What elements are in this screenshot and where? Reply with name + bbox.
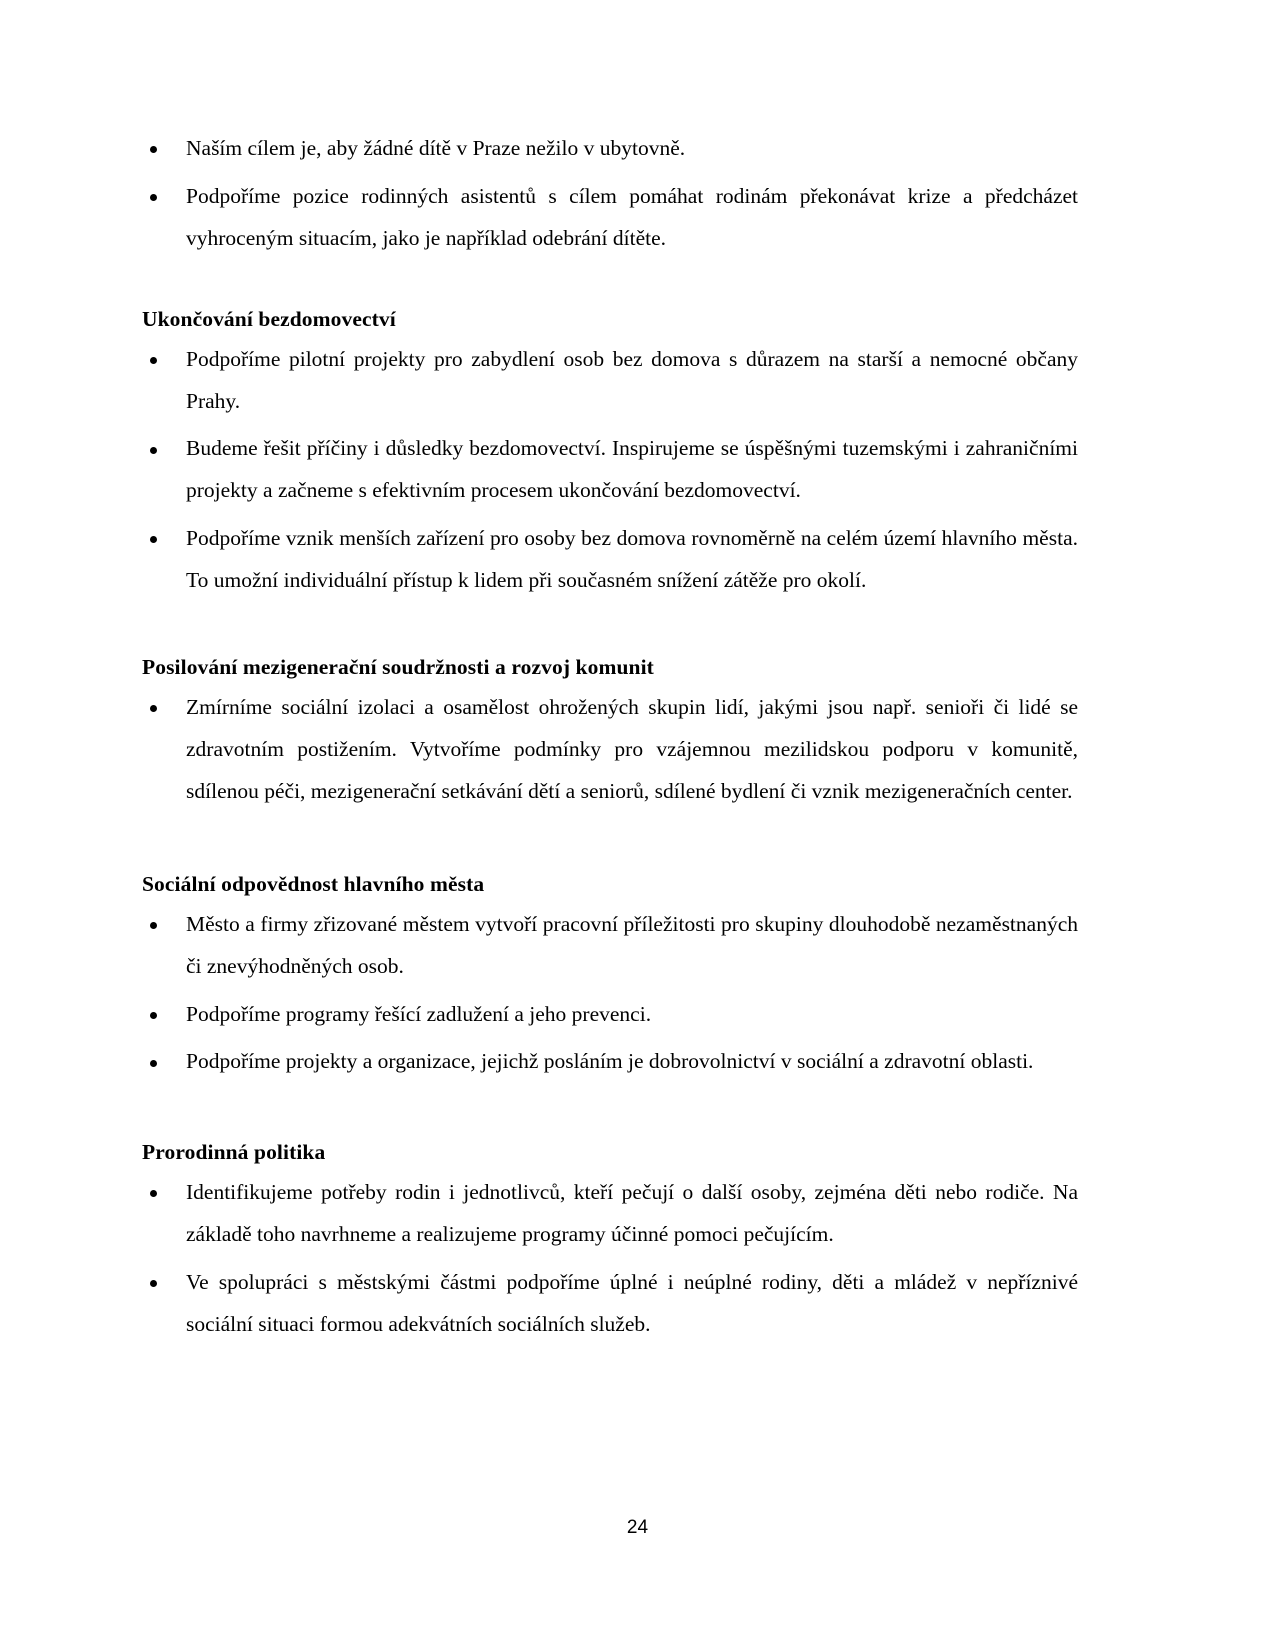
list-item-text: Podpoříme pozice rodinných asistentů s cílem pomáhat rodinám překonávat krize a předcházet vyhroceným situacím, jako je například odebrání dítěte.: [186, 183, 1078, 250]
section-heading: Ukončování bezdomovectví: [142, 306, 396, 331]
bullet-icon: [150, 1190, 157, 1197]
bullet-icon: [150, 194, 157, 201]
bullet-icon: [150, 1012, 157, 1019]
bullet-icon: [150, 357, 157, 364]
list-item: [142, 428, 1078, 512]
list-item: [142, 518, 1078, 602]
list-item-text: Naším cílem je, aby žádné dítě v Praze nežilo v ubytovně.: [186, 136, 686, 160]
section-heading: Prorodinná politika: [142, 1140, 326, 1165]
page-number: 24: [626, 1517, 649, 1538]
section-heading: Sociální odpovědnost hlavního města: [142, 871, 485, 896]
list-item-text: Identifikujeme potřeby rodin i jednotlivců, kteří pečují o další osoby, zejména děti nebo rodiče. Na základě toho navrhneme a realizujeme programy účinné pomoci pečujícím.: [186, 1180, 1078, 1247]
list-item-text: Podpoříme projekty a organizace, jejichž posláním je dobrovolnictví v sociální a zdravotní oblasti.: [186, 1049, 1034, 1074]
list-item: [142, 994, 1078, 1036]
list-item: [142, 1041, 1078, 1083]
list-item-text: Podpoříme vznik menších zařízení pro osoby bez domova rovnoměrně na celém území hlavního města. To umožní individuální přístup k lidem při současném snížení zátěže pro okolí.: [186, 526, 1078, 593]
list-item: [142, 339, 1078, 423]
section-prorodinna-politika: [142, 1139, 1078, 1346]
section-bullet-list: [142, 1172, 1078, 1346]
bullet-icon: [150, 922, 157, 929]
section-bullet-list: [142, 687, 1078, 813]
list-item-text: Zmírníme sociální izolaci a osamělost ohrožených skupin lidí, jakými jsou např. senioři či lidé se zdravotním postižením. Vytvoříme podmínky pro vzájemnou mezilidskou podporu v komunitě, sdílenou péči, mezigenerační setkávání dětí a seniorů, sdílené bydlení či vznik mezigeneračních center.: [186, 695, 1078, 803]
list-item-text: Podpoříme programy řešící zadlužení a jeho prevenci.: [186, 1001, 652, 1026]
section-spacer: [142, 1083, 1078, 1139]
bullet-icon: [150, 705, 157, 712]
bullet-icon: [150, 1060, 157, 1067]
section-bullet-list: [142, 339, 1078, 603]
list-item-text: Ve spolupráci s městskými částmi podpoříme úplné i neúplné rodiny, děti a mládež v nepříznivé sociální situaci formou adekvátních sociálních služeb.: [186, 1270, 1078, 1337]
bullet-icon: [150, 1280, 157, 1287]
bullet-icon: [150, 447, 157, 454]
list-item: [142, 1172, 1078, 1256]
section-spacer: [142, 260, 1078, 306]
list-item-text: Město a firmy zřizované městem vytvoří pracovní příležitosti pro skupiny dlouhodobě nezaměstnaných či znevýhodněných osob.: [186, 911, 1078, 978]
intro-bullet-list: [142, 128, 1078, 260]
bullet-icon: [150, 146, 157, 153]
list-item: [142, 128, 1078, 170]
section-heading: Posilování mezigenerační soudržnosti a rozvoj komunit: [142, 655, 654, 680]
list-item: [142, 1262, 1078, 1346]
list-item: [142, 176, 1078, 260]
bullet-icon: [150, 536, 157, 543]
list-item: [142, 904, 1078, 988]
section-ukoncovani-bezdomovectvi: [142, 306, 1078, 602]
section-spacer: [142, 813, 1078, 871]
section-socialni-odpovednost: [142, 871, 1078, 1084]
list-item: [142, 687, 1078, 813]
section-posilovani-mezigeneracni-soudrznosti: [142, 654, 1078, 813]
section-bullet-list: [142, 904, 1078, 1084]
section-spacer: [142, 602, 1078, 654]
page-content: [142, 128, 1078, 1346]
list-item-text: Budeme řešit příčiny i důsledky bezdomovectví. Inspirujeme se úspěšnými tuzemskými i zahraničními projekty a začneme s efektivním procesem ukončování bezdomovectví.: [186, 436, 1078, 503]
list-item-text: Podpoříme pilotní projekty pro zabydlení osob bez domova s důrazem na starší a nemocné občany Prahy.: [186, 346, 1078, 413]
